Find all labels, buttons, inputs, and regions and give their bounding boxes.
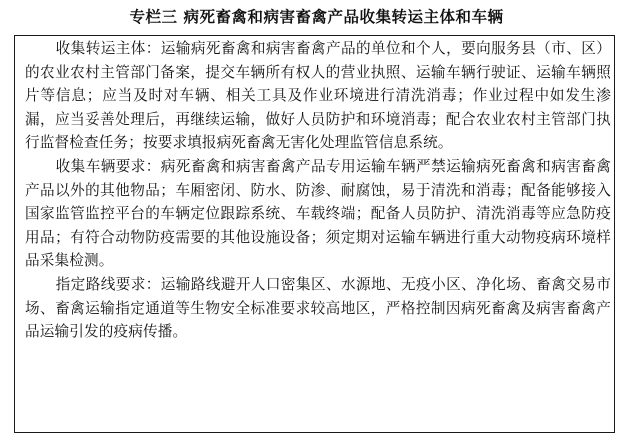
paragraph-label: 收集转运主体： xyxy=(55,40,161,57)
paragraph-label: 指定路线要求： xyxy=(55,275,161,293)
paragraph-text: 运输病死畜禽和病害畜禽产品的单位和个人，要向服务县（市、区）的农业农村主管部门备案，提交车辆所有权人的营业执照、运输车辆行驶证、运输车辆照片等信息；应当及时对车辆、相关工具及作业环境进行清洗消毒；作业过程中如发生渗漏，应当妥善处理后，再继续运输，做好人员防护和环境消毒；配合农业农村主管部门执行监督检查任务；按要求填报病死畜禽无害化处理监管信息系统。 xyxy=(25,40,611,152)
paragraph-text: 病死畜禽和病害畜禽产品专用运输车辆严禁运输病死畜禽和病害畜禽产品以外的其他物品；车厢密闭、防水、防渗、耐腐蚀，易于清洗和消毒；配备能够接入国家监管监控平台的车辆定位跟踪系统、车载终端；配备人员防护、清洗消毒等应急防疫用品；有符合动物防疫需要的其他设施设备；须定期对运输车辆进行重大动物疫病环境样品采集检测。 xyxy=(25,157,611,270)
content-body xyxy=(25,37,611,344)
paragraph-collection-transport-entity xyxy=(25,37,611,155)
paragraph-designated-route-requirements xyxy=(25,273,611,344)
column-title: 专栏三 病死畜禽和病害畜禽产品收集转运主体和车辆 xyxy=(129,7,504,26)
paragraph-collection-vehicle-requirements xyxy=(25,155,611,273)
paragraph-text: 运输路线避开人口密集区、水源地、无疫小区、净化场、畜禽交易市场、畜禽运输指定通道等生物安全标准要求较高地区，严格控制因病死畜禽及病害畜禽产品运输引发的疫病传播。 xyxy=(25,275,611,341)
paragraph-label: 收集车辆要求： xyxy=(55,157,161,175)
